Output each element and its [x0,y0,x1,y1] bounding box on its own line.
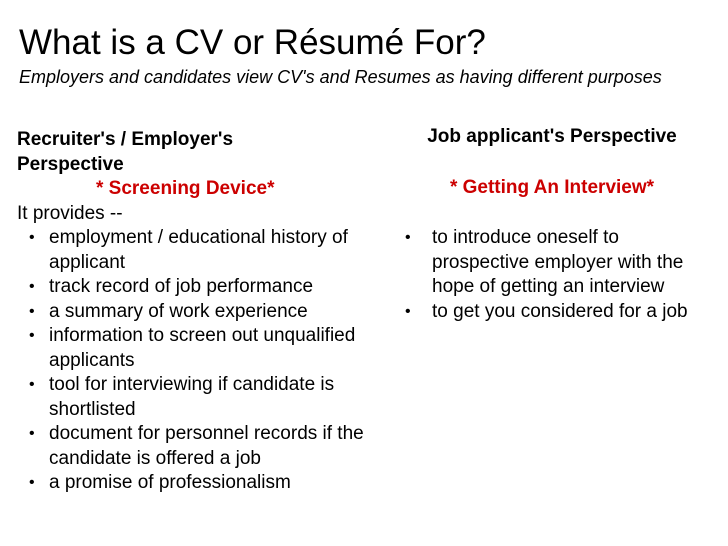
slide-title: What is a CV or Résumé For? [19,23,486,62]
list-item-text: to introduce oneself to prospective employer with the hope of getting an interview [432,227,684,297]
list-item-text: information to screen out unqualified applicants [49,325,356,371]
list-item [17,324,389,373]
list-item-text: employment / educational history of applicant [49,227,348,273]
list-item-text: to get you considered for a job [432,300,688,322]
list-item-text: tool for interviewing if candidate is shortlisted [49,374,335,420]
list-item-text: a summary of work experience [49,300,308,322]
bullet-icon: • [29,229,35,246]
list-item [387,226,697,300]
list-item [17,471,389,496]
getting-interview-label: * Getting An Interview* [449,176,655,198]
list-item [17,275,389,300]
list-item [17,422,389,471]
provides-label: It provides -- [17,202,123,224]
employer-bullet-list [17,226,387,496]
list-item-text: document for personnel records if the candidate is offered a job [49,423,364,469]
bullet-icon: • [29,278,35,295]
bullet-icon: • [29,474,35,491]
bullet-icon: • [29,376,35,393]
bullet-icon: • [405,229,411,246]
employer-perspective-column [17,128,387,496]
slide-subtitle: Employers and candidates view CV's and Resumes as having different purposes [19,67,662,87]
list-item-text: track record of job performance [49,276,314,297]
applicant-bullet-list [387,226,717,324]
bullet-icon: • [405,302,411,320]
list-item [17,373,389,422]
list-item [17,300,389,325]
employer-heading: Recruiter's / Employer's Perspective [17,129,234,175]
bullet-icon: • [29,327,35,344]
applicant-perspective-column [387,125,717,324]
list-item [387,300,697,325]
list-item-text: a promise of professionalism [49,472,291,493]
bullet-icon: • [29,425,35,442]
bullet-icon: • [29,302,35,320]
applicant-heading: Job applicant's Perspective [427,126,677,147]
screening-device-label: * Screening Device* [96,178,275,199]
list-item [17,226,389,275]
